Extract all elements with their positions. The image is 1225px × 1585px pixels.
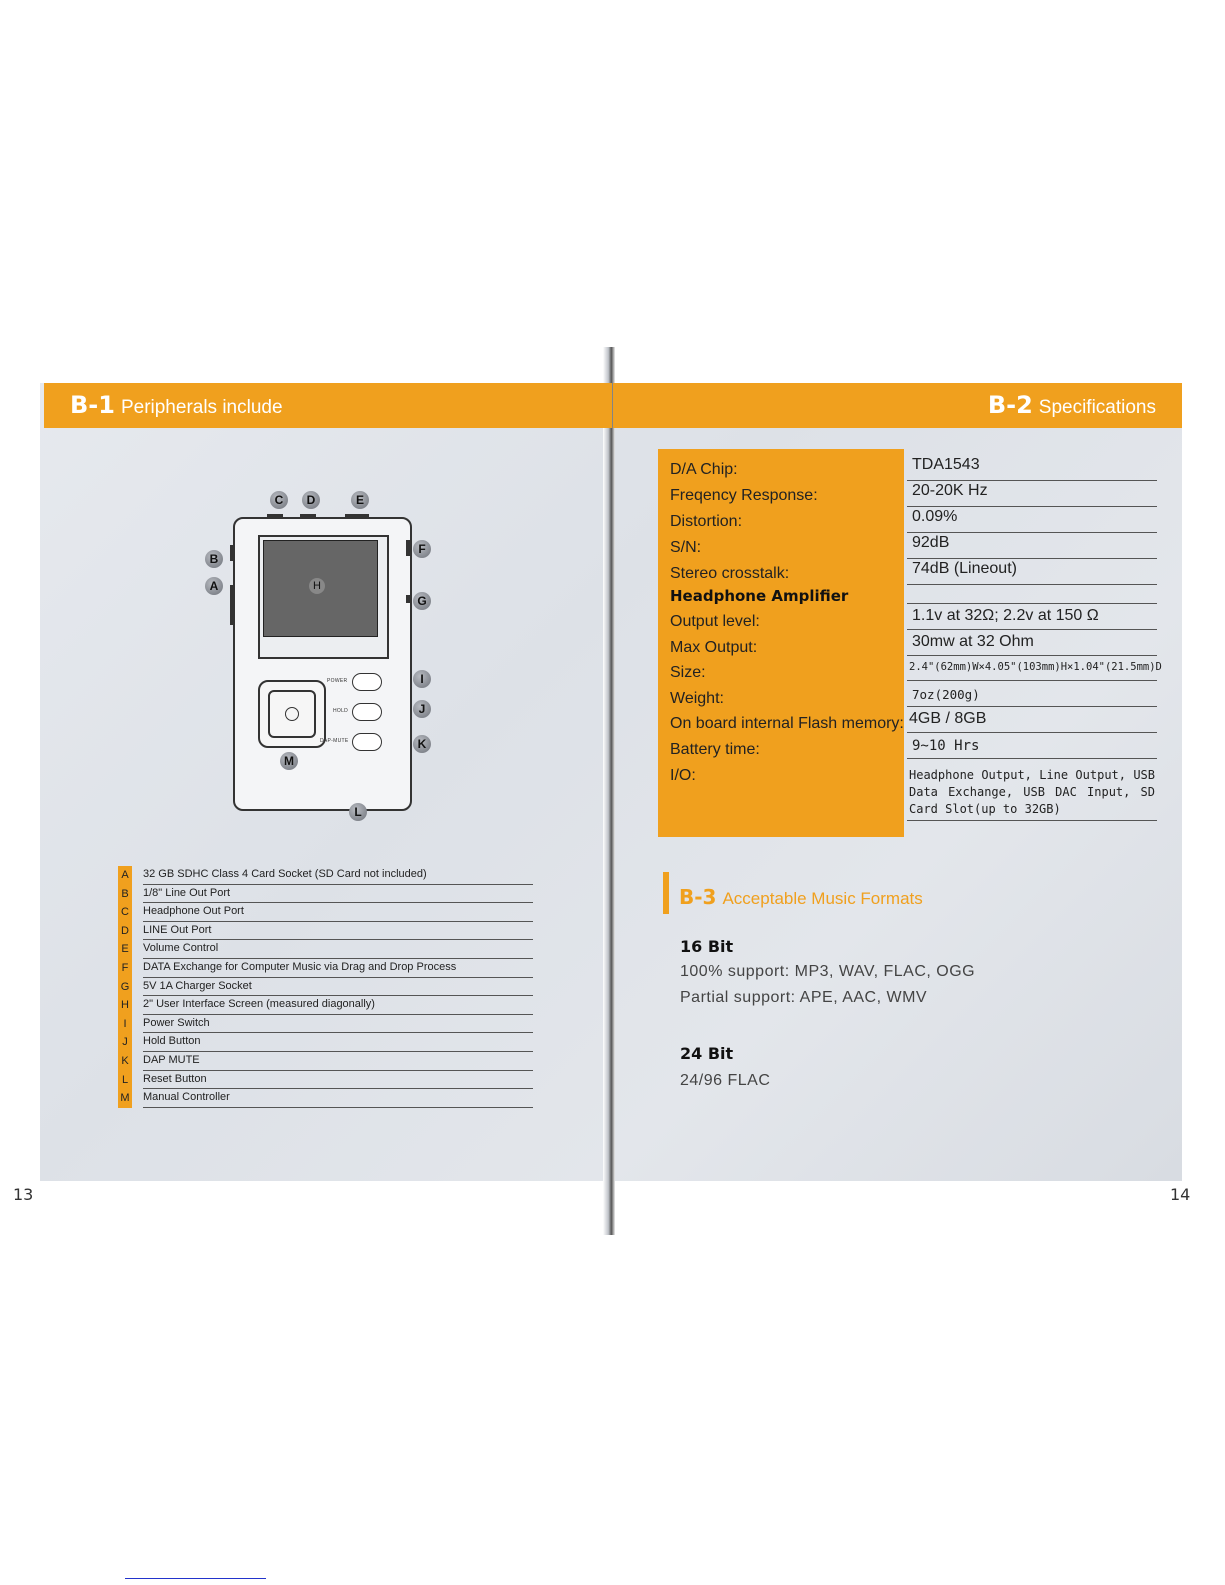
legend-key: L [118, 1071, 132, 1090]
callout-i: I [413, 670, 431, 688]
spec-value-da-chip: TDA1543 [907, 455, 1157, 481]
legend-row [118, 903, 533, 922]
legend-row [118, 1015, 533, 1034]
legend-row [118, 922, 533, 941]
spec-label-battery: Battery time: [670, 741, 760, 758]
spec-value-weight: 7oz(200g) [907, 682, 1157, 707]
dpad-center-icon [285, 707, 299, 721]
section-header-b3 [679, 885, 923, 909]
legend-text: Headphone Out Port [143, 905, 244, 918]
legend-row [118, 885, 533, 904]
spec-separator [907, 585, 1157, 604]
hold-switch-label: HOLD [333, 708, 349, 714]
section-code: B-2 [987, 391, 1033, 419]
legend-row [118, 1089, 533, 1108]
legend-text: 1/8" Line Out Port [143, 886, 231, 899]
format-24bit-line: 24/96 FLAC [680, 1072, 771, 1089]
legend-text: 5V 1A Charger Socket [143, 979, 252, 992]
spec-label-da-chip: D/A Chip: [670, 461, 738, 478]
section-title: Peripherals include [120, 397, 283, 418]
spec-label-memory: On board internal Flash memory: [670, 715, 904, 732]
legend-text: Hold Button [143, 1035, 201, 1048]
format-16bit-full: 100% support: MP3, WAV, FLAC, OGG [680, 963, 976, 980]
peripherals-legend [118, 866, 533, 1108]
volume-dial [345, 514, 369, 518]
top-port-c [267, 514, 283, 518]
legend-text: Volume Control [143, 942, 219, 955]
callout-h: H [309, 578, 325, 594]
spec-value-size: 2.4"(62mm)W×4.05"(103mm)H×1.04"(21.5mm)D [907, 656, 1157, 681]
power-switch-label: POWER [327, 678, 348, 684]
headphone-amplifier-heading: Headphone Amplifier [670, 587, 849, 605]
spec-label-distortion: Distortion: [670, 513, 743, 530]
sd-slot [230, 585, 234, 625]
spec-label-sn: S/N: [670, 539, 702, 556]
legend-text: DATA Exchange for Computer Music via Drag and Drop Process [143, 960, 457, 973]
spec-value-crosstalk: 74dB (Lineout) [907, 559, 1157, 585]
legend-key: I [118, 1015, 132, 1034]
spec-value-battery: 9~10 Hrs [907, 734, 1157, 759]
dpad-controller [258, 680, 326, 748]
format-16bit-partial: Partial support: APE, AAC, WMV [680, 989, 928, 1006]
section-code: B-3 [679, 885, 717, 909]
section-title: Specifications [1038, 397, 1156, 418]
section-header-b1 [44, 383, 612, 428]
spec-value-sn: 92dB [907, 533, 1157, 559]
callout-e: E [351, 491, 369, 509]
spec-label-crosstalk: Stereo crosstalk: [670, 565, 790, 582]
callout-k: K [413, 735, 431, 753]
legend-key: C [118, 903, 132, 922]
section-code: B-1 [70, 391, 115, 419]
section-marker [663, 872, 669, 914]
legend-row [118, 959, 533, 978]
legend-key: G [118, 978, 132, 997]
charger-port [406, 595, 410, 603]
usb-port [406, 540, 410, 556]
top-port-d [300, 514, 316, 518]
spec-label-frequency: Freqency Response: [670, 487, 818, 504]
spec-value-frequency: 20-20K Hz [907, 481, 1157, 507]
book-spine [603, 347, 615, 1235]
legend-key: E [118, 940, 132, 959]
legend-key: H [118, 996, 132, 1015]
legend-text: 2" User Interface Screen (measured diagonally) [143, 998, 375, 1011]
dpad-ring [268, 690, 316, 738]
spec-label-size: Size: [670, 664, 706, 681]
legend-key: F [118, 959, 132, 978]
spec-value-memory: 4GB / 8GB [907, 708, 1157, 733]
legend-text: Reset Button [143, 1072, 207, 1085]
spec-label-max-output: Max Output: [670, 639, 758, 656]
mute-switch [352, 733, 382, 751]
callout-b: B [205, 550, 223, 568]
format-24bit-title: 24 Bit [680, 1044, 734, 1063]
callout-g: G [413, 592, 431, 610]
mute-switch-label: DAP-MUTE [320, 738, 349, 744]
legend-row [118, 978, 533, 997]
legend-row [118, 940, 533, 959]
page-number-right: 14 [1170, 1185, 1191, 1204]
legend-key: J [118, 1033, 132, 1052]
legend-text: LINE Out Port [143, 923, 212, 936]
legend-text: Power Switch [143, 1016, 210, 1029]
callout-m: M [280, 752, 298, 770]
spec-value-max-output: 30mw at 32 Ohm [907, 631, 1157, 656]
format-16bit-title: 16 Bit [680, 937, 734, 956]
legend-key: M [118, 1089, 132, 1108]
legend-text: 32 GB SDHC Class 4 Card Socket (SD Card not included) [143, 868, 427, 880]
footer-underline [125, 1578, 266, 1579]
legend-text: DAP MUTE [143, 1053, 200, 1066]
legend-key: A [118, 866, 132, 885]
legend-row [118, 1071, 533, 1090]
legend-key: B [118, 885, 132, 904]
spec-label-io: I/O: [670, 767, 696, 784]
page-number-left: 13 [13, 1185, 34, 1204]
spec-value-distortion: 0.09% [907, 507, 1157, 533]
callout-j: J [413, 700, 431, 718]
power-switch [352, 673, 382, 691]
callout-a: A [205, 577, 223, 595]
legend-text: Manual Controller [143, 1091, 230, 1104]
legend-row [118, 1052, 533, 1071]
legend-row [118, 996, 533, 1015]
spec-label-weight: Weight: [670, 690, 724, 707]
callout-f: F [413, 540, 431, 558]
legend-key: K [118, 1052, 132, 1071]
spec-value-io: Headphone Output, Line Output, USB Data Exchange, USB DAC Input, SD Card Slot(up to 32GB) [907, 767, 1157, 821]
callout-c: C [270, 491, 288, 509]
spec-label-output-level: Output level: [670, 613, 760, 630]
spec-value-output-level: 1.1v at 32Ω; 2.2v at 150 Ω [907, 605, 1157, 630]
section-title: Acceptable Music Formats [722, 889, 923, 908]
callout-d: D [302, 491, 320, 509]
callout-l: L [349, 803, 367, 821]
hold-switch [352, 703, 382, 721]
legend-row [118, 866, 533, 885]
section-header-b2 [613, 383, 1182, 428]
legend-key: D [118, 922, 132, 941]
legend-row [118, 1033, 533, 1052]
side-port-b [230, 545, 234, 561]
